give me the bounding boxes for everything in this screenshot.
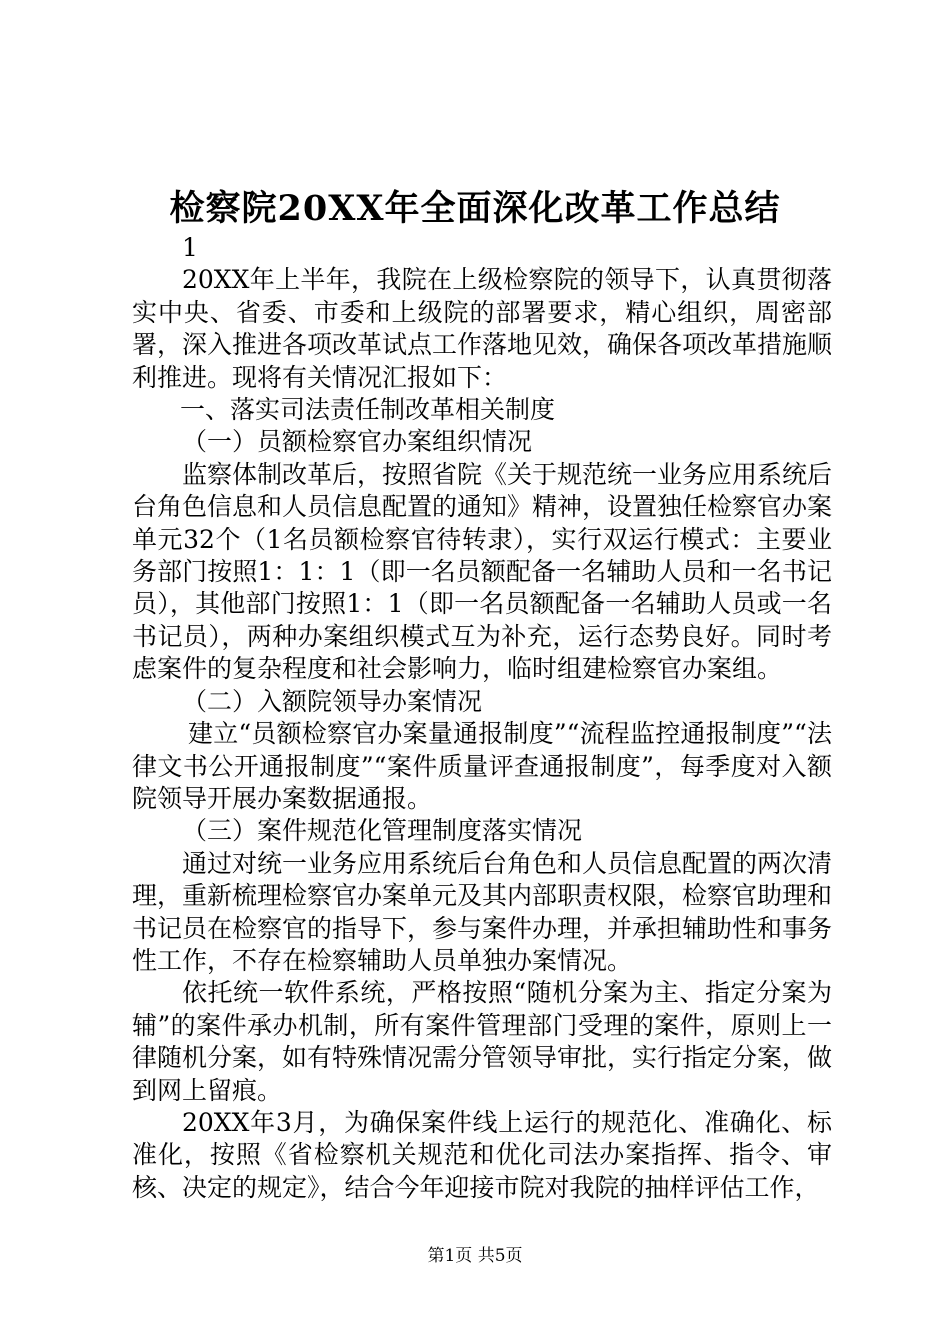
paragraph: 依托统一软件系统，严格按照“随机分案为主、指定分案为辅”的案件承办机制，所有案件管理部门受理的案件，原则上一律随机分案，如有特殊情况需分管领导审批，实行指定分案，做到网上留痕。 <box>132 978 833 1105</box>
paragraph: 20XX年上半年，我院在上级检察院的领导下，认真贯彻落实中央、省委、市委和上级院的部署要求，精心组织，周密部署，深入推进各项改革试点工作落地见效，确保各项改革措施顺利推进。现将有关情况汇报如下： <box>132 265 833 392</box>
paragraph: 监察体制改革后，按照省院《关于规范统一业务应用系统后台角色信息和人员信息配置的通知》精神，设置独任检察官办案单元32个（1名员额检察官待转隶），实行双运行模式：主要业务部门按照1：1：1（即一名员额配备一名辅助人员和一名书记员），其他部门按照1：1（即一名员额配备一名辅助人员或一名书记员），两种办案组织模式互为补充，运行态势良好。同时考虑案件的复杂程度和社会影响力，临时组建检察官办案组。 <box>132 459 833 684</box>
page-footer: 第1页 共5页 <box>427 1246 523 1266</box>
paragraph: 通过对统一业务应用系统后台角色和人员信息配置的两次清理，重新梳理检察官办案单元及其内部职责权限，检察官助理和书记员在检察官的指导下，参与案件办理，并承担辅助性和事务性工作，不存在检察辅助人员单独办案情况。 <box>132 848 833 975</box>
subsection-heading: （二）入额院领导办案情况 <box>182 686 483 716</box>
subsection-heading: （一）员额检察官办案组织情况 <box>182 427 533 457</box>
section-heading: 一、落实司法责任制改革相关制度 <box>180 395 556 425</box>
subsection-heading: （三）案件规范化管理制度落实情况 <box>182 816 583 846</box>
document-title: 检察院20XX年全面深化改革工作总结 <box>169 188 781 229</box>
paragraph: 建立“员额检察官办案量通报制度”“流程监控通报制度”“法律文书公开通报制度”“案件质量评查通报制度”，每季度对入额院领导开展办案数据通报。 <box>132 719 832 813</box>
paragraph: 1 <box>182 233 198 262</box>
document-body <box>132 232 832 1204</box>
paragraph: 20XX年3月，为确保案件线上运行的规范化、准确化、标准化，按照《省检察机关规范和优化司法办案指挥、指令、审核、决定的规定》，结合今年迎接市院对我院的抽样评估工作， <box>132 1107 832 1202</box>
